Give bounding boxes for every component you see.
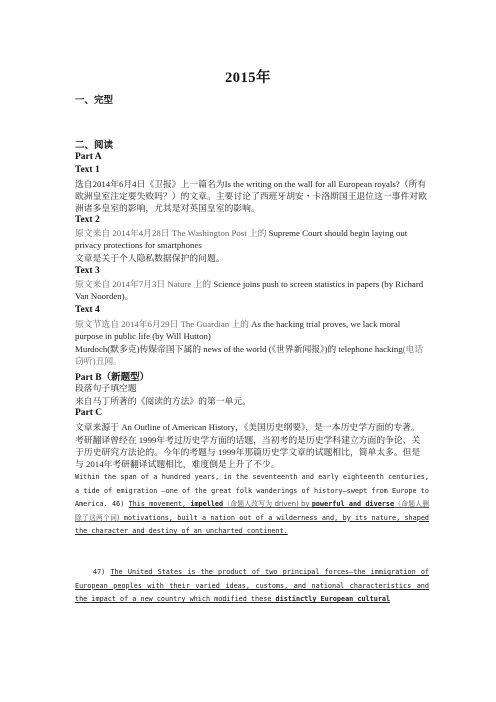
page-title: 2015年 (225, 70, 271, 86)
text4-murdoch-cn: (默多克)传媒帝国下属的 (107, 344, 202, 354)
part-a-heading: Part A (75, 152, 102, 162)
text2-paragraph (75, 227, 427, 251)
passage2-number: 47) (93, 568, 111, 576)
passage2-distinctly: distinctly European cultural (275, 595, 391, 603)
passage2-text: The United States is the product of two principal forces—the immigration of European peoples with their varied ideas, customs, and national characteristics and the impact of a new country which modified these (75, 568, 430, 603)
text4-news-of-the-world: news of the world (201, 344, 269, 354)
text2-source: 原文来自 2014年4月28日 The Washington Post 上的 (75, 228, 269, 238)
section-heading-cloze: 一、完型 (75, 95, 114, 106)
text4-english-title: As the hacking trial proves, we lack moral purpose in public life (by Will Hutton) (75, 319, 401, 342)
text2-english-title: Supreme Court should begin laying out privacy protections for smartphones (75, 228, 408, 251)
part-b-line2: 来自马丁所著的《阅读的方法》的第一单元。 (75, 396, 251, 406)
part-c-commentary: 考研翻译曾经在 1999年考过历史学方面的话题，当初考的是历史学科建立方面的争论、关于历史研究方法论的。今年的考题与 1999年那篇历史学文章的试题相比，简单太多。但是与 2014年考研翻译试题相比，难度倒是上升了不少。 (75, 435, 421, 470)
part-b-heading: Part B（新题型） (75, 373, 150, 383)
part-b-line1: 段落句子填空题 (75, 383, 137, 393)
part-c-heading: Part C (75, 408, 103, 418)
text1-rest: （所有欧洲皇室注定要失败吗？）的文章。主要讨论了西班牙胡安・卡洛斯国王退位这一事件对欧洲诸多皇室的影响，尤其是对英国皇室的影响。 (75, 179, 427, 214)
translation-passage-1 (75, 471, 429, 539)
passage1-note-driven: （命题人改写为 driven) by (223, 500, 312, 508)
text1-heading: Text 1 (75, 165, 100, 175)
translation-passage-2 (75, 566, 429, 607)
text1-english-title: Is the writing on the wall for all European royals? (224, 179, 400, 189)
passage1-rest: motivations, built a nation out of a wilderness and, by its nature, shaped the character and destiny of an uncharted continent. (75, 513, 430, 535)
text2-description: 文章是关于个人隐私数据保护的问题。 (75, 253, 225, 263)
text3-paragraph (75, 278, 427, 302)
text1-paragraph (75, 178, 427, 215)
part-c-book-title: An Outline of American History (121, 422, 236, 432)
passage1-impelled: impelled (190, 500, 224, 508)
passage1-movement: This movement, (128, 500, 191, 508)
text4-hacking: telephone hacking (336, 344, 403, 354)
part-c-line1 (75, 421, 427, 433)
text3-source: 原文来自 2014年7月3日 Nature 上的 (75, 279, 214, 289)
text3-heading: Text 3 (75, 266, 100, 276)
text1-body: 选自2014年6月4日《卫报》上一篇名为 (75, 179, 225, 189)
passage1-note-deleted: （命题人删除了这两个词) (75, 500, 430, 522)
passage1-powerful-diverse: powerful and diverse (311, 500, 395, 508)
text4-hacking-cn: (电话窃听)丑闻。 (75, 344, 424, 367)
text4-murdoch: Murdoch (75, 344, 108, 354)
passage1-intro: Within the span of a hundred years, in the seventeenth and early eighteenth centuries, a tide of emigration —one of the great folk wanderings of history—swept from Europe to America. 46) (75, 473, 429, 508)
text2-heading: Text 2 (75, 215, 100, 225)
text4-note (75, 343, 427, 367)
text4-paragraph (75, 318, 427, 342)
section-heading-reading: 二、阅读 (75, 140, 114, 151)
text4-heading: Text 4 (75, 305, 100, 315)
text4-news-cn: (《世界新闻报》)的 (268, 344, 337, 354)
part-c-source-cn: 文章来源于 (75, 422, 122, 432)
text4-source: 原文节选自 2014年6月29日 The Guardian 上的 (75, 319, 252, 329)
part-c-book-desc: ，《美国历史纲要》，是一本历史学方面的专著。 (235, 422, 420, 432)
text3-english-title: Science joins push to screen statistics in papers (by Richard Van Noorden)。 (75, 279, 424, 302)
